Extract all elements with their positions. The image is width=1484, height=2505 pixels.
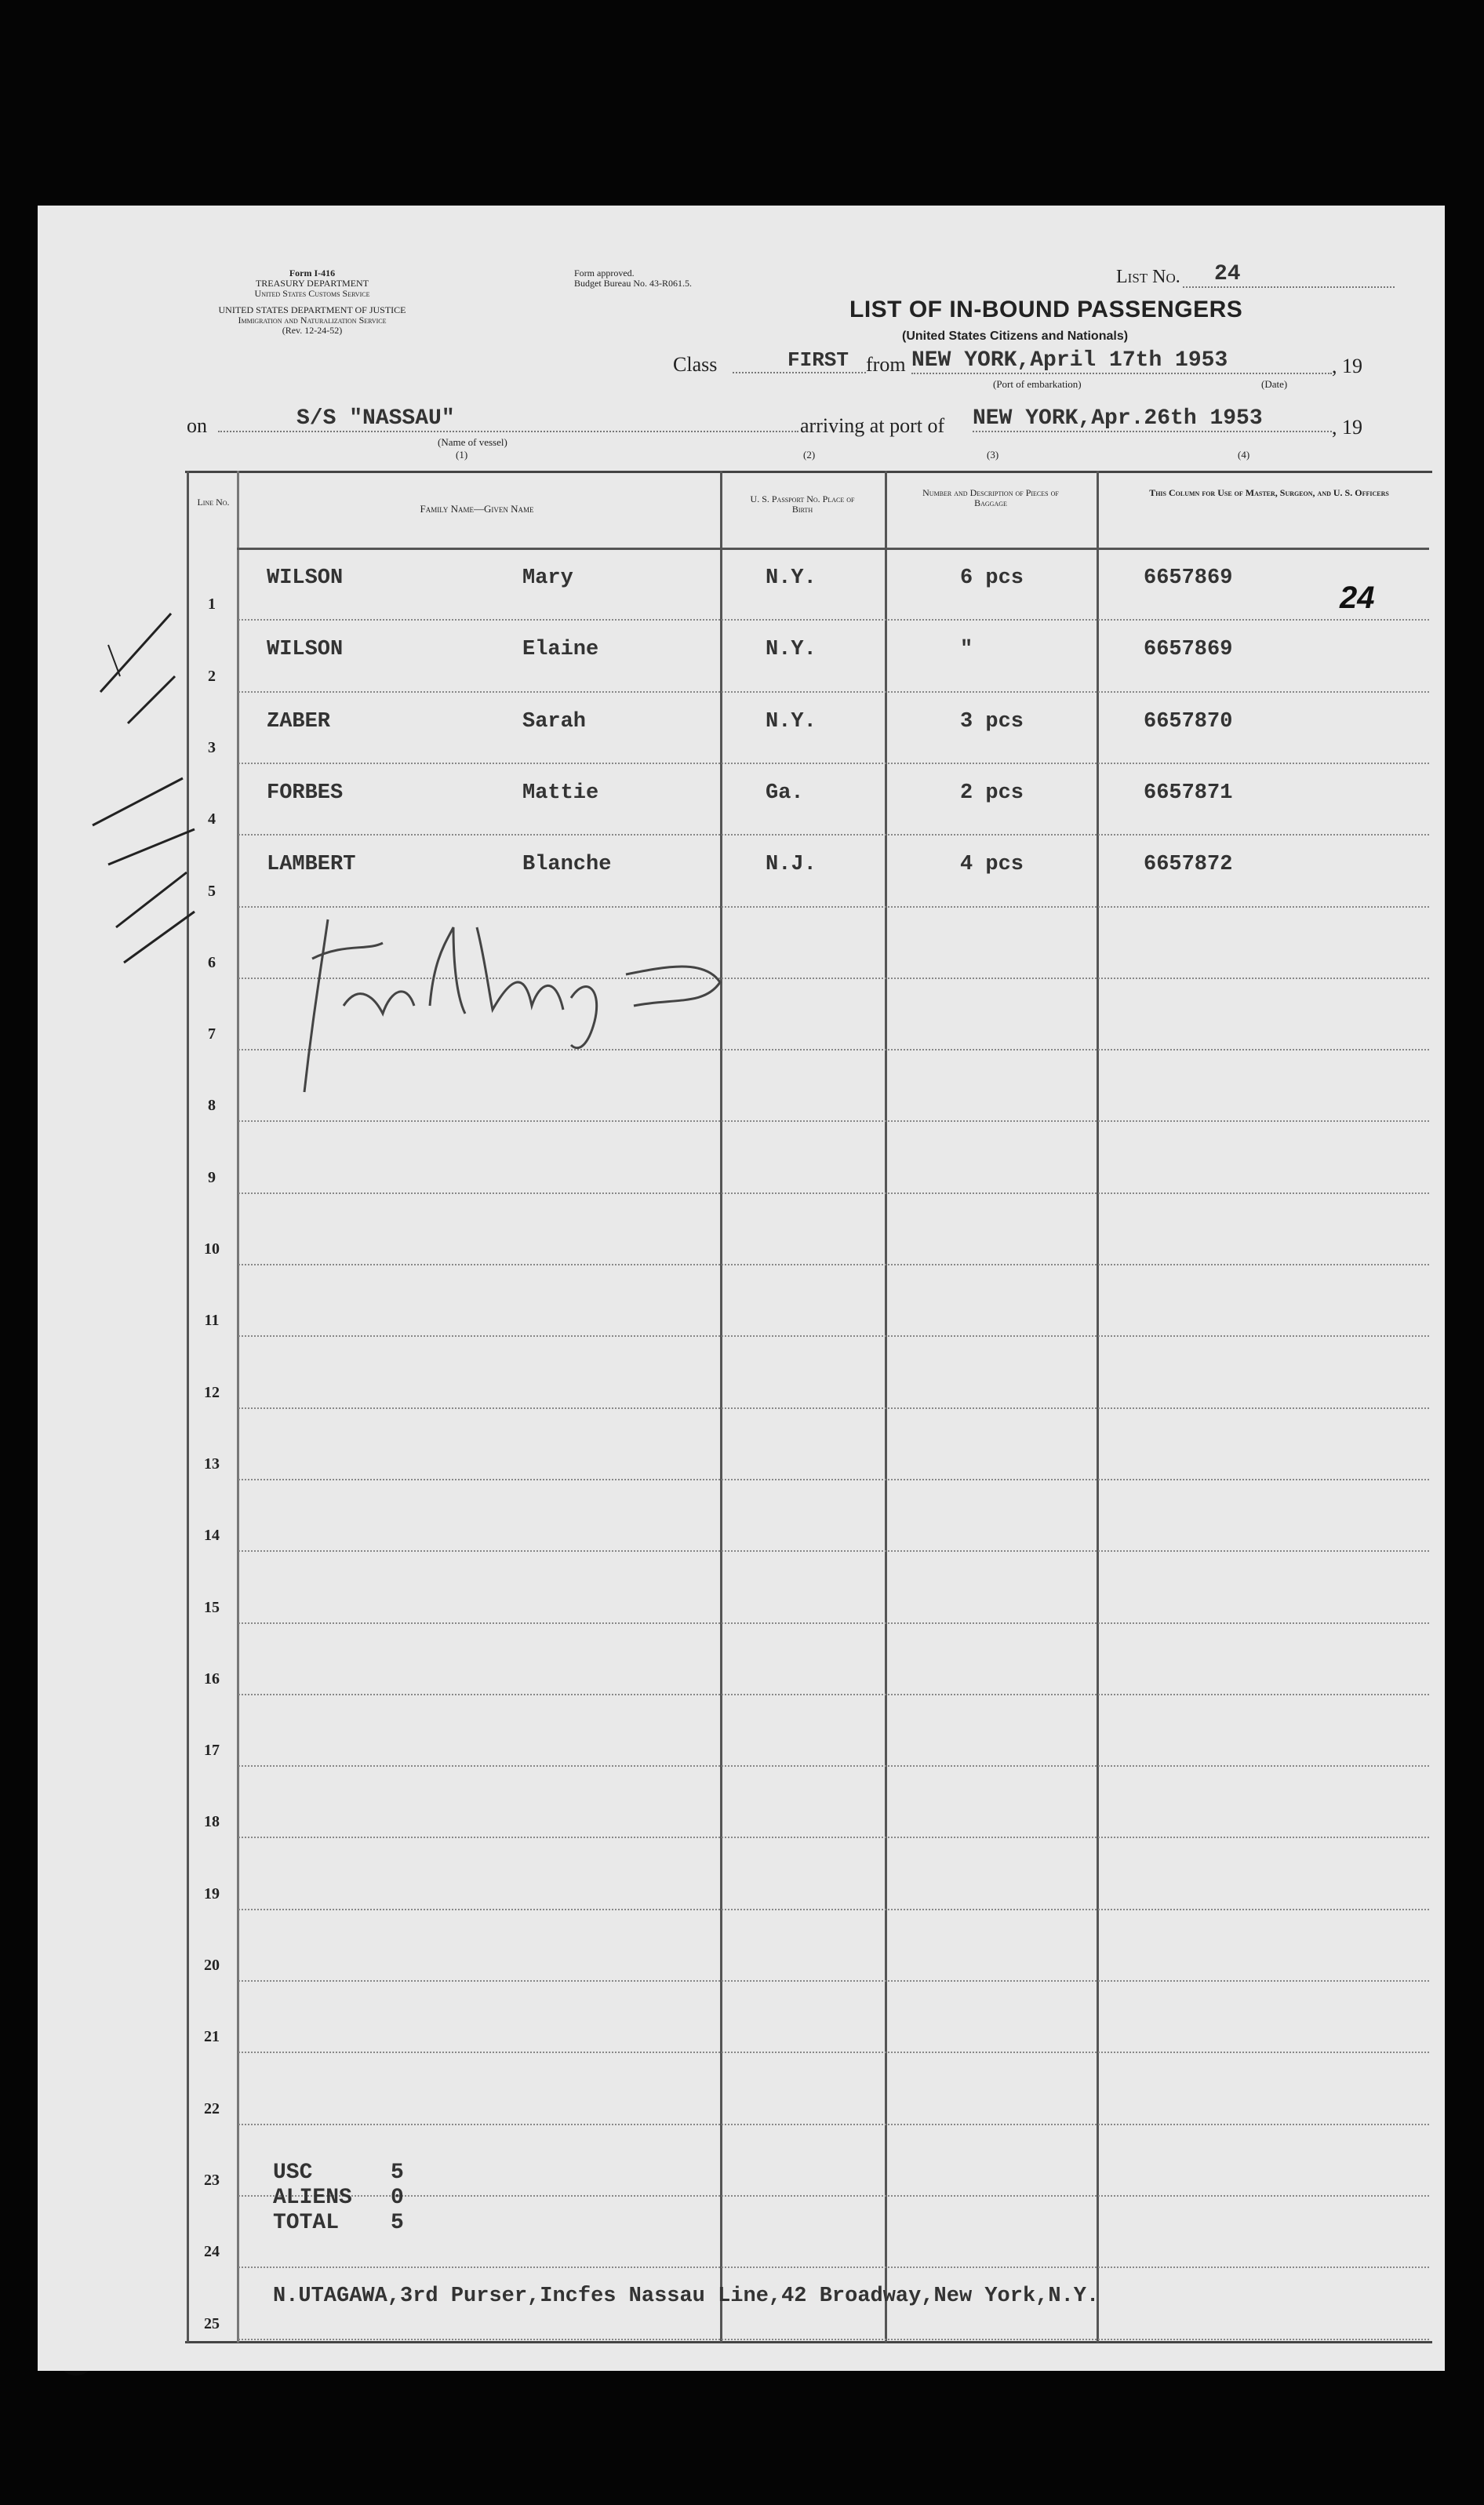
year-suffix: , 19 (1332, 416, 1362, 439)
arriving-label: arriving at port of (800, 414, 945, 437)
passenger-family-name: FORBES (267, 781, 344, 805)
revision-date: (Rev. 12-24-52) (282, 325, 343, 336)
check-mark (128, 676, 175, 723)
line-number: 6 (208, 953, 216, 971)
line-number: 4 (208, 810, 216, 828)
from-label: from (866, 353, 906, 376)
row-rule (238, 619, 1429, 621)
row-rule (238, 691, 1429, 693)
header-rule (237, 548, 1429, 550)
aliens-count: 0 (391, 2186, 404, 2210)
passenger-ticket-number: 6657872 (1144, 853, 1233, 877)
row-rule (238, 1407, 1429, 1409)
customs-service: United States Customs Service (254, 288, 370, 299)
line-number: 16 (204, 1669, 220, 1688)
on-label: on (187, 414, 207, 437)
form-number: Form I-416 (289, 268, 336, 279)
passenger-family-name: LAMBERT (267, 853, 356, 877)
usc-count: 5 (391, 2161, 404, 2185)
passenger-ticket-number: 6657869 (1144, 566, 1233, 590)
passenger-baggage: " (960, 638, 973, 662)
line-number: 25 (204, 2314, 220, 2332)
line-number: 3 (208, 738, 216, 756)
line-number: 20 (204, 1957, 220, 1974)
treasury-dept: TREASURY DEPARTMENT (255, 278, 369, 289)
passenger-list-form (38, 206, 1445, 2371)
row-rule (238, 1837, 1429, 1838)
passenger-given-name: Mary (522, 566, 573, 590)
check-mark (108, 829, 195, 865)
row-rule (238, 1192, 1429, 1194)
passenger-baggage: 3 pcs (960, 709, 1024, 734)
row-rule (238, 763, 1429, 764)
date-caption: (Date) (1261, 378, 1288, 390)
line-number: 2 (208, 667, 216, 685)
col-3-caption: (3) (987, 449, 999, 461)
ins-service: Immigration and Naturalization Service (238, 315, 387, 326)
baggage-header: Number and Description of Pieces of Baggage (922, 487, 1059, 508)
check-mark (108, 645, 120, 676)
passenger-family-name: WILSON (267, 638, 344, 662)
from-value: NEW YORK,April 17th 1953 (911, 348, 1332, 374)
passenger-birthplace: N.Y. (766, 638, 817, 662)
agency-block (179, 268, 446, 336)
table-bottom-rule (185, 2341, 1432, 2343)
passenger-given-name: Elaine (522, 638, 599, 662)
line-number: 23 (204, 2171, 220, 2189)
row-rule (238, 2339, 1429, 2340)
row-rule (238, 2195, 1429, 2197)
year-suffix: , 19 (1332, 355, 1362, 377)
purser-line: N.UTAGAWA,3rd Purser,Incfes Nassau Line,42 Broadway,New York,N.Y. (273, 2285, 1100, 2308)
row-rule (238, 1765, 1429, 1767)
passenger-baggage: 4 pcs (960, 853, 1024, 877)
line-number: 12 (204, 1383, 220, 1401)
line-number: 19 (204, 1884, 220, 1902)
form-title: LIST OF IN-BOUND PASSENGERS (849, 297, 1243, 322)
line-number: 14 (204, 1527, 220, 1545)
passenger-baggage: 2 pcs (960, 781, 1024, 805)
row-rule (238, 1909, 1429, 1910)
justice-dept: UNITED STATES DEPARTMENT OF JUSTICE (218, 304, 406, 315)
row-rule (238, 1264, 1429, 1265)
class-value: FIRST (733, 348, 866, 373)
line-number: 8 (208, 1097, 216, 1115)
row-rule (238, 1694, 1429, 1695)
summary-block (273, 2161, 404, 2236)
summary-aliens (273, 2186, 404, 2211)
name-header: Family Name—Given Name (420, 503, 534, 515)
line-number: 22 (204, 2099, 220, 2117)
table-top-rule (185, 471, 1432, 473)
col-4-caption: (4) (1238, 449, 1250, 461)
passenger-ticket-number: 6657869 (1144, 638, 1233, 662)
list-no-value: 24 (1183, 262, 1395, 288)
form-approved: Form approved. (574, 268, 635, 279)
total-count: 5 (391, 2211, 404, 2235)
line-number: 18 (204, 1813, 220, 1831)
passenger-family-name: ZABER (267, 709, 331, 734)
signature (296, 912, 736, 1116)
passenger-birthplace: Ga. (766, 781, 804, 805)
list-no-label: List No. (1116, 267, 1180, 287)
passenger-given-name: Mattie (522, 781, 599, 805)
col-2-caption: (2) (803, 449, 816, 461)
row-rule (238, 2052, 1429, 2053)
aliens-label: ALIENS (273, 2186, 352, 2210)
line-number: 9 (208, 1168, 216, 1186)
line-number: 11 (204, 1312, 220, 1330)
check-mark (116, 872, 187, 927)
total-label: TOTAL (273, 2211, 340, 2235)
passenger-given-name: Blanche (522, 853, 612, 877)
line-number: 24 (204, 2243, 220, 2261)
row-rule (238, 2267, 1429, 2268)
line-no-header: Line No. (197, 497, 230, 508)
passenger-given-name: Sarah (522, 709, 587, 734)
passenger-birthplace: N.J. (766, 853, 817, 877)
row-rule (238, 1622, 1429, 1624)
passenger-birthplace: N.Y. (766, 709, 817, 734)
row-rule (238, 1980, 1429, 1982)
passenger-birthplace: N.Y. (766, 566, 817, 590)
passport-header: U. S. Passport No. Place of Birth (750, 493, 855, 515)
row-rule (238, 2124, 1429, 2125)
passenger-ticket-number: 6657870 (1144, 709, 1233, 734)
passenger-family-name: WILSON (267, 566, 344, 590)
budget-bureau: Budget Bureau No. 43-R061.5. (574, 278, 692, 289)
line-number: 1 (208, 595, 216, 614)
col-1-caption: (1) (456, 449, 468, 461)
form-subtitle: (United States Citizens and Nationals) (902, 330, 1129, 343)
row-rule (238, 1335, 1429, 1337)
vessel-name: S/S "NASSAU" (218, 406, 798, 432)
approval-block (574, 268, 692, 289)
passenger-baggage: 6 pcs (960, 566, 1024, 590)
row-rule (238, 834, 1429, 836)
arriving-value: NEW YORK,Apr.26th 1953 (973, 406, 1332, 432)
check-marks (85, 551, 289, 1178)
line-number: 7 (208, 1025, 216, 1043)
handwritten-list-number: 24 (1340, 581, 1375, 615)
line-number: 13 (204, 1455, 220, 1473)
line-number: 21 (204, 2028, 220, 2046)
summary-usc (273, 2161, 404, 2186)
line-number: 15 (204, 1598, 220, 1616)
usc-label: USC (273, 2161, 313, 2185)
officers-header: This Column for Use of Master, Surgeon, and U. S. Officers (1149, 487, 1389, 498)
line-number: 5 (208, 882, 216, 900)
line-number: 17 (204, 1742, 220, 1760)
check-mark (124, 912, 195, 963)
class-label: Class (673, 353, 718, 376)
row-rule (238, 1120, 1429, 1122)
passenger-ticket-number: 6657871 (1144, 781, 1233, 805)
line-number: 10 (204, 1240, 220, 1258)
row-rule (238, 906, 1429, 908)
check-mark (93, 778, 183, 825)
row-rule (238, 1550, 1429, 1552)
summary-total (273, 2211, 404, 2236)
port-embark-caption: (Port of embarkation) (993, 378, 1082, 390)
row-rule (238, 1479, 1429, 1480)
vessel-caption: (Name of vessel) (438, 436, 507, 448)
